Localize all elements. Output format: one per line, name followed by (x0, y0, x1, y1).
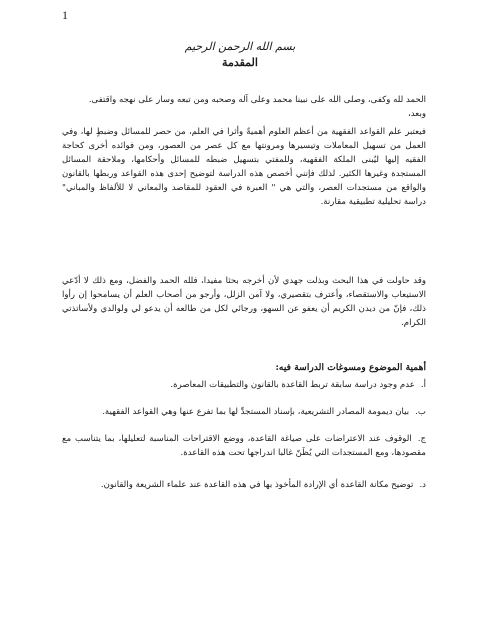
intro-line: الحمد لله وكفى، وصلى الله على نبينا محمد وعلى آله وصحبه ومن تبعه وسار على نهجه واقتفى. (88, 95, 426, 105)
list-item (62, 432, 426, 460)
paragraph-text: وقد حاولت في هذا البحث وبذلت جهدي لأن أخرجه بحثا مفيدا، فلله الحمد والفضل، ومع ذلك لا أدّعي الاستيعاب والاستقصاء، وأعترف بتقصيري، ولا آمن الزلل، وأرجو من أصحاب العلم أن يسامحوا إن رأوا ذلك، فإنّ من ديدن الكريم أن يعفو عن السهو، ورجائي لكل من طالعه أن يدعو لي ولوالدي ولأساتذتي الكرام. (62, 276, 426, 328)
paragraph-text: فيعتبر علم القواعد الفقهية من أعظم العلوم أهميةً وأثرا في العلم، من حصر للمسائل وضبطٍ لها، وفي العمل من تسهيل المعاملات وتيسيرها ومرونتها مع كل عصر من العصور، ومن فوائده أخرى كحاجة الفقيه إليها ليُبنى الملكة الفقهية، وللمفتي بتسهيل ضبطه للمسائل وأحكامها، وملاحقة المسائل المستجدة وغيرها الكثير. لذلك فإنني أخصص هذه الدراسة لتوضيح إحدى هذه القواعد وربطها بالقانون والواقع من مستجدات العصر، والتي هي " العبرة في العقود للمقاصد والمعاني لا للألفاظ والمباني" دراسة تحليلية تطبيقية مقارنة. (62, 127, 426, 207)
intro-paragraph (62, 93, 426, 121)
section-heading: أهمية الموضوع ومسوغات الدراسة فيه: (275, 362, 426, 373)
body-paragraph-2 (62, 274, 426, 330)
amma-baad-line: وبعد، (408, 109, 426, 119)
list-item-text: الوقوف عند الاعتراضات على صياغة القاعدة، ووضع الاقتراحات المناسبة لتعليلها، بما يتناسب مع مقصودها، ومع المستجدات التي يُظَنّ غالبا اندراجها تحت هذه القاعدة. (62, 434, 426, 458)
list-marker: د. (419, 480, 426, 490)
list-item (62, 378, 426, 392)
list-item-text: عدم وجود دراسة سابقة تربط القاعدة بالقانون والتطبيقات المعاصرة. (170, 380, 415, 390)
list-marker: ب. (415, 407, 426, 417)
page-title: المقدمة (222, 56, 258, 69)
list-item (62, 405, 426, 419)
list-item-text: بيان ديمومة المصادر التشريعية، بإسناد المستجدِّ لها بما تفرع عنها وهي القواعد الفقهية. (102, 407, 410, 417)
basmala: بسم الله الرحمن الرحيم (184, 40, 296, 53)
list-item (62, 478, 426, 492)
list-item-text: توضيح مكانة القاعدة أي الإرادة المأخوذ بها في هذه القاعدة عند علماء الشريعة والقانون. (100, 480, 414, 490)
body-paragraph-1 (62, 125, 426, 209)
page-number: 1 (62, 8, 68, 22)
list-marker: ج. (417, 434, 426, 444)
list-marker: أ. (420, 380, 426, 390)
